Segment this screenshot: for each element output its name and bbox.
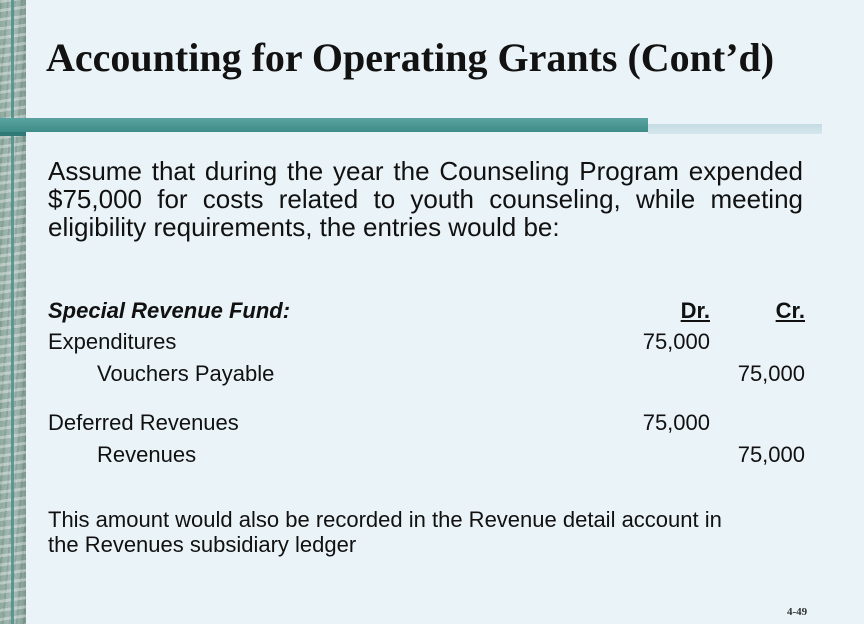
journal-entry-row [48,361,808,391]
journal-header-row [48,298,808,328]
note-paragraph: This amount would also be recorded in the Revenue detail account in the Revenues subsidiary ledger [48,507,722,557]
account-name: Deferred Revenues [48,410,239,435]
debit-column-header: Dr. [680,298,710,323]
journal-entry-row [48,442,808,472]
credit-amount: 75,000 [737,361,805,386]
page-number: 4-49 [787,606,808,618]
decorative-title-bar [0,118,648,132]
journal-entry-row [48,410,808,440]
journal-entry-row [48,329,808,359]
debit-amount: 75,000 [642,410,710,435]
decorative-vertical-line [11,0,14,624]
fund-label: Special Revenue Fund: [48,298,291,323]
decorative-title-bar-shadow [0,132,26,136]
decorative-title-bar-extension [648,124,822,134]
slide-title: Accounting for Operating Grants (Cont’d) [46,35,775,80]
account-name: Revenues [97,442,197,467]
credit-column-header: Cr. [775,298,805,323]
intro-paragraph: Assume that during the year the Counseling Program expended $75,000 for costs related to youth counseling, while meeting eligibility requirements, the entries would be: [48,156,803,242]
credit-amount: 75,000 [737,442,805,467]
account-name: Expenditures [48,329,177,354]
debit-amount: 75,000 [642,329,710,354]
account-name: Vouchers Payable [97,361,275,386]
